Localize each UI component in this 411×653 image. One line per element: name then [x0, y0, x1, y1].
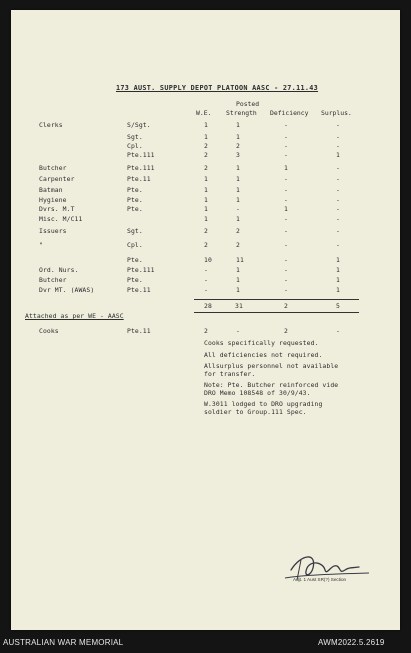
row-posted: 1	[236, 121, 240, 129]
row-trade: Dvrs. M.T	[39, 205, 75, 213]
attached-surplus: -	[336, 327, 340, 335]
note-8: soldier to Group.111 Spec.	[204, 408, 307, 416]
row-trade: "	[39, 241, 43, 249]
row-trade: Hygiene	[39, 196, 67, 204]
row-rank: S/Sgt.	[127, 121, 151, 129]
row-deficiency: -	[284, 286, 288, 294]
row-rank: Pte.	[127, 256, 143, 264]
row-rank: Pte.111	[127, 266, 155, 274]
row-posted: 2	[236, 227, 240, 235]
row-rank: Pte.11	[127, 175, 151, 183]
row-we: 2	[204, 241, 208, 249]
footer-accession-number: AWM2022.5.2619	[318, 638, 385, 647]
footer-institution: AUSTRALIAN WAR MEMORIAL	[3, 638, 124, 647]
total-surplus: 5	[336, 302, 340, 310]
row-deficiency: 1	[284, 164, 288, 172]
row-trade: Issuers	[39, 227, 67, 235]
header-strength: Strength	[226, 109, 257, 117]
attached-rank: Pte.11	[127, 327, 151, 335]
row-surplus: -	[336, 133, 340, 141]
row-posted: 1	[236, 286, 240, 294]
row-trade: Butcher	[39, 164, 67, 172]
row-we: 2	[204, 164, 208, 172]
row-rank: Pte.	[127, 205, 143, 213]
row-posted: 2	[236, 142, 240, 150]
note-4: for transfer.	[204, 370, 256, 378]
attached-we: 2	[204, 327, 208, 335]
row-trade: Dvr MT. (AWAS)	[39, 286, 95, 294]
note-1: Cooks specifically requested.	[204, 339, 319, 347]
row-trade: Clerks	[39, 121, 63, 129]
row-we: 2	[204, 151, 208, 159]
row-deficiency: -	[284, 133, 288, 141]
note-7: W.3011 lodged to DRO upgrading	[204, 400, 323, 408]
row-deficiency: -	[284, 196, 288, 204]
row-surplus: 1	[336, 286, 340, 294]
row-surplus: 1	[336, 276, 340, 284]
row-deficiency: -	[284, 186, 288, 194]
note-5: Note: Pte. Butcher reinforced vide	[204, 381, 339, 389]
row-we: 1	[204, 133, 208, 141]
document-page	[11, 10, 400, 630]
row-we: 1	[204, 196, 208, 204]
row-surplus: -	[336, 205, 340, 213]
row-we: 1	[204, 205, 208, 213]
row-surplus: -	[336, 142, 340, 150]
attached-heading: Attached as per WE - AASC	[25, 312, 124, 320]
row-surplus: -	[336, 175, 340, 183]
row-posted: 1	[236, 196, 240, 204]
row-rank: Pte.	[127, 276, 143, 284]
row-deficiency: -	[284, 276, 288, 284]
row-surplus: -	[336, 227, 340, 235]
row-deficiency: -	[284, 121, 288, 129]
row-we: 2	[204, 227, 208, 235]
total-deficiency: 2	[284, 302, 288, 310]
note-3: Allsurplus personnel not available	[204, 362, 339, 370]
row-deficiency: -	[284, 241, 288, 249]
row-rank: Cpl.	[127, 241, 143, 249]
row-we: 1	[204, 186, 208, 194]
row-posted: 3	[236, 151, 240, 159]
row-surplus: -	[336, 196, 340, 204]
signature	[273, 548, 383, 588]
total-we: 28	[204, 302, 212, 310]
row-rank: Sgt.	[127, 227, 143, 235]
row-trade: Carpenter	[39, 175, 75, 183]
row-rank: Pte.	[127, 196, 143, 204]
row-deficiency: -	[284, 266, 288, 274]
row-trade: Misc. M/C11	[39, 215, 83, 223]
row-posted: 2	[236, 241, 240, 249]
row-rank: Cpl.	[127, 142, 143, 150]
totals-rule-top	[194, 299, 359, 300]
header-we: W.E.	[196, 109, 212, 117]
header-posted: Posted	[236, 100, 260, 108]
signature-caption: Adjt. 1 Aust SR(?) Section	[293, 577, 347, 582]
row-rank: Pte.111	[127, 151, 155, 159]
note-6: DRO Memo 108548 of 30/9/43.	[204, 389, 311, 397]
row-trade: Ord. Nurs.	[39, 266, 79, 274]
row-we: -	[204, 266, 208, 274]
header-deficiency: Deficiency	[270, 109, 309, 117]
row-deficiency: -	[284, 142, 288, 150]
row-rank: Sgt.	[127, 133, 143, 141]
row-deficiency: -	[284, 256, 288, 264]
row-surplus: -	[336, 241, 340, 249]
row-surplus: -	[336, 186, 340, 194]
row-we: 1	[204, 175, 208, 183]
row-surplus: 1	[336, 151, 340, 159]
attached-posted: -	[236, 327, 240, 335]
row-posted: 1	[236, 266, 240, 274]
row-we: -	[204, 276, 208, 284]
row-we: 10	[204, 256, 212, 264]
row-rank: Pte.	[127, 186, 143, 194]
row-surplus: -	[336, 121, 340, 129]
totals-rule-bottom	[194, 312, 359, 313]
row-posted: 1	[236, 133, 240, 141]
row-we: 2	[204, 142, 208, 150]
row-deficiency: -	[284, 227, 288, 235]
note-2: All deficiencies not required.	[204, 351, 323, 359]
total-posted: 31	[235, 302, 243, 310]
row-we: 1	[204, 215, 208, 223]
document-title: 173 AUST. SUPPLY DEPOT PLATOON AASC - 27.11.43	[116, 84, 319, 92]
row-deficiency: -	[284, 175, 288, 183]
row-deficiency: -	[284, 215, 288, 223]
row-posted: 1	[236, 276, 240, 284]
row-surplus: -	[336, 164, 340, 172]
row-posted: 1	[236, 175, 240, 183]
row-trade: Butcher	[39, 276, 67, 284]
row-posted: 1	[236, 215, 240, 223]
row-surplus: -	[336, 215, 340, 223]
row-trade: Batman	[39, 186, 63, 194]
row-posted: 1	[236, 186, 240, 194]
row-we: 1	[204, 121, 208, 129]
attached-deficiency: 2	[284, 327, 288, 335]
row-surplus: 1	[336, 266, 340, 274]
row-posted: 11	[236, 256, 244, 264]
row-deficiency: 1	[284, 205, 288, 213]
row-rank: Pte.111	[127, 164, 155, 172]
attached-trade: Cooks	[39, 327, 59, 335]
row-deficiency: -	[284, 151, 288, 159]
header-surplus: Surplus.	[321, 109, 352, 117]
row-surplus: 1	[336, 256, 340, 264]
row-posted: 1	[236, 164, 240, 172]
row-we: -	[204, 286, 208, 294]
row-posted: -	[236, 205, 240, 213]
row-rank: Pte.11	[127, 286, 151, 294]
